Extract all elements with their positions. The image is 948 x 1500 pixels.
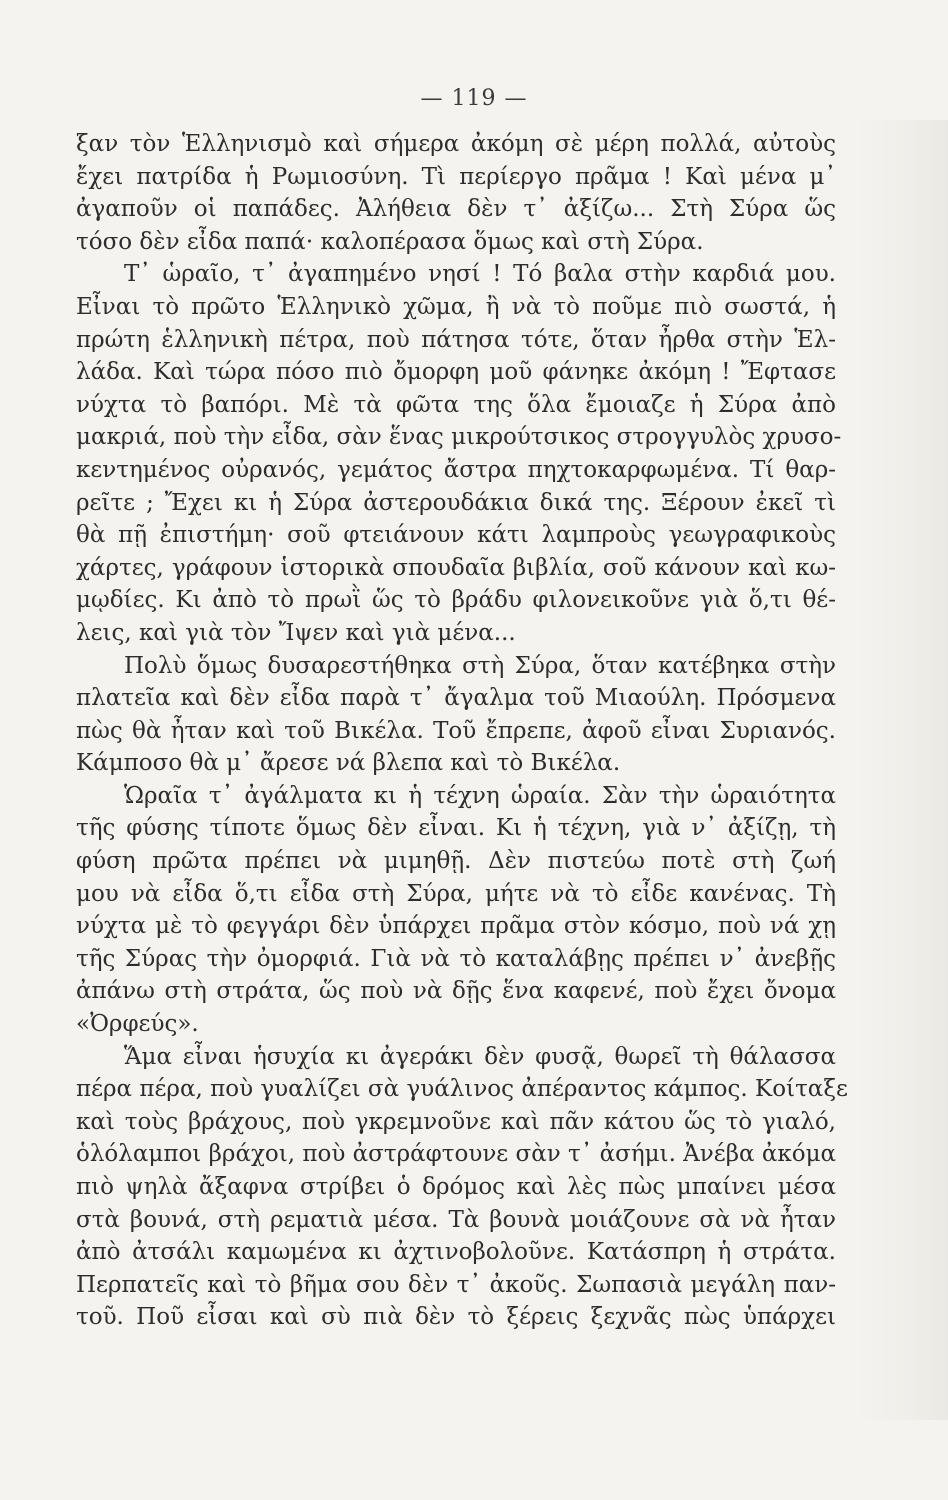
text-line: θὰ πῇ ἐπιστήμη· σοῦ φτειάνουν κάτι λαμπροὺς γεωγραφικοὺς	[76, 522, 836, 549]
text-line: μῳδίες. Κι ἀπὸ τὸ πρωῒ ὥς τὸ βράδυ φιλονεικοῦνε γιὰ ὅ,τι θέ-	[76, 587, 836, 614]
text-line: Εἶναι τὸ πρῶτο Ἑλληνικὸ χῶμα, ἢ νὰ τὸ ποῦμε πιὸ σωστά, ἡ	[76, 293, 836, 320]
text-line: φύση πρῶτα πρέπει νὰ μιμηθῇ. Δὲν πιστεύω ποτὲ στὴ ζωή	[76, 848, 836, 875]
text-line: ἀπὸ ἀτσάλι καμωμένα κι ἀχτινοβολοῦνε. Κατάσπρη ἡ στράτα.	[76, 1239, 836, 1266]
text-line: ξαν τὸν Ἑλληνισμὸ καὶ σήμερα ἀκόμη σὲ μέρη πολλά, αὐτοὺς	[76, 131, 836, 157]
text-line: καὶ τοὺς βράχους, ποὺ γκρεμνοῦνε καὶ πᾶν κάτου ὥς τὸ γιαλό,	[76, 1108, 836, 1135]
text-line: Περπατεῖς καὶ τὸ βῆμα σου δὲν τ᾽ ἀκοῦς. Σωπασιὰ μεγάλη παν-	[76, 1271, 836, 1298]
text-line: λεις, καὶ γιὰ τὸν Ἴψεν καὶ γιὰ μένα...	[76, 619, 516, 646]
text-line: κεντημένος οὐρανός, γεμάτος ἄστρα πηχτοκαρφωμένα. Τί θαρ-	[76, 456, 836, 483]
text-line: πλατεῖα καὶ δὲν εἶδα παρὰ τ᾽ ἄγαλμα τοῦ Μιαούλη. Πρόσμενα	[76, 685, 836, 712]
text-line: Ὡραῖα τ᾽ ἀγάλματα κι ἡ τέχνη ὡραία. Σὰν τὴν ὡραιότητα	[124, 782, 836, 809]
text-line: «Ὀρφεύς».	[76, 1011, 199, 1038]
text-line: ἀγαποῦν οἱ παπάδες. Ἀλήθεια δὲν τ᾽ ἀξίζω... Στὴ Σύρα ὥς	[76, 196, 836, 223]
text-line: ὁλόλαμποι βράχοι, ποὺ ἀστράφτουνε σὰν τ᾽ ἀσήμι. Ἀνέβα ἀκόμα	[76, 1141, 837, 1168]
text-line: πὼς θὰ ἦταν καὶ τοῦ Βικέλα. Τοῦ ἔπρεπε, ἀφοῦ εἶναι Συριανός.	[76, 717, 836, 744]
text-line: πρώτη ἑλληνικὴ πέτρα, ποὺ πάτησα τότε, ὅταν ἦρθα στὴν Ἑλ-	[76, 326, 836, 353]
text-line: νύχτα τὸ βαπόρι. Μὲ τὰ φῶτα της ὅλα ἔμοιαζε ἡ Σύρα ἀπὸ	[76, 391, 836, 418]
text-line: στὰ βουνά, στὴ ρεματιὰ μέσα. Τὰ βουνὰ μοιάζουνε σὰ νὰ ἦταν	[76, 1206, 836, 1233]
text-line: ρεῖτε ; Ἔχει κι ἡ Σύρα ἀστερουδάκια δικά της. Ξέρουν ἐκεῖ τὶ	[76, 489, 836, 516]
text-line: μακριά, ποὺ τὴν εἶδα, σὰν ἕνας μικρούτσικος στρογγυλὸς χρυσο-	[76, 424, 842, 451]
page-number: — 119 —	[420, 86, 528, 111]
text-line: ἔχει πατρίδα ἡ Ρωμιοσύνη. Τὶ περίεργο πρᾶμα ! Καὶ μένα μ᾽	[76, 163, 836, 190]
text-line: Τ᾽ ὡραῖο, τ᾽ ἀγαπημένο νησί ! Τό βαλα στὴν καρδιά μου.	[124, 261, 836, 288]
text-line: Ἅμα εἶναι ἡσυχία κι ἀγεράκι δὲν φυσᾷ, θωρεῖ τὴ θάλασσα	[124, 1043, 836, 1070]
text-line: τῆς φύσης τίποτε ὅμως δὲν εἶναι. Κι ἡ τέχνη, γιὰ ν᾽ ἀξίζῃ, τὴ	[76, 815, 836, 842]
text-line: πέρα πέρα, ποὺ γυαλίζει σὰ γυάλινος ἀπέραντος κάμπος. Κοίταξε	[76, 1076, 848, 1103]
text-line: ἀπάνω στὴ στράτα, ὥς ποὺ νὰ δῇς ἕνα καφενέ, ποὺ ἔχει ὄνομα	[76, 978, 836, 1005]
body-text	[76, 128, 848, 1334]
text-line: τόσο δὲν εἶδα παπά· καλοπέρασα ὅμως καὶ στὴ Σύρα.	[76, 228, 704, 255]
text-line: μου νὰ εἶδα ὅ,τι εἶδα στὴ Σύρα, μήτε νὰ τὸ εἶδε κανένας. Τὴ	[76, 880, 836, 907]
show-through-shadow	[858, 120, 948, 1420]
text-line: τοῦ. Ποῦ εἶσαι καὶ σὺ πιὰ δὲν τὸ ξέρεις ξεχνᾶς πὼς ὑπάρχει	[76, 1304, 836, 1331]
text-line: χάρτες, γράφουν ἱστορικὰ σπουδαῖα βιβλία, σοῦ κάνουν καὶ κω-	[76, 554, 836, 581]
text-line: πιὸ ψηλὰ ἄξαφνα στρίβει ὁ δρόμος καὶ λὲς πὼς μπαίνει μέσα	[76, 1174, 836, 1200]
text-line: νύχτα μὲ τὸ φεγγάρι δὲν ὑπάρχει πρᾶμα στὸν κόσμο, ποὺ νά χῃ	[76, 913, 836, 940]
text-line: Πολὺ ὅμως δυσαρεστήθηκα στὴ Σύρα, ὅταν κατέβηκα στὴν	[124, 652, 836, 679]
text-line: λάδα. Καὶ τώρα πόσο πιὸ ὄμορφη μοῦ φάνηκε ἀκόμη ! Ἔφτασε	[76, 359, 836, 386]
text-line: τῆς Σύρας τὴν ὀμορφιά. Γιὰ νὰ τὸ καταλάβῃς πρέπει ν᾽ ἀνεβῇς	[76, 945, 836, 972]
text-line: Κάμποσο θὰ μ᾽ ἄρεσε νά βλεπα καὶ τὸ Βικέλα.	[76, 750, 621, 777]
